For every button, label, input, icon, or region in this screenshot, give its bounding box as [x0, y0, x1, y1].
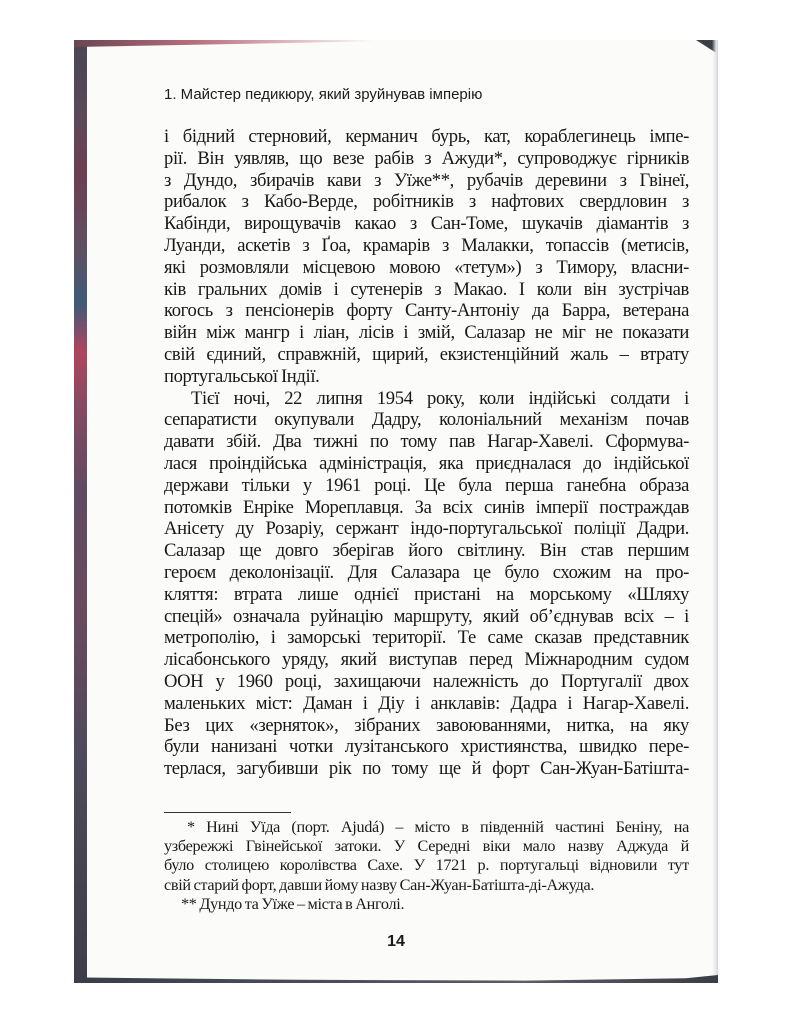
- text-line: Луанди, аскетів з Ґоа, крамарів з Малакки, топассів (метисів,: [164, 234, 689, 256]
- text-line: ООН у 1960 році, захищаючи належність до Португалії двох: [164, 670, 689, 692]
- text-line: Салазар ще довго зберігав його світлину. Він став першим: [164, 540, 689, 562]
- top-edge-shadow: [74, 40, 374, 47]
- footnote-line: узбережжі Гвінейської затоки. У Середні віки мало назву Аджуда й: [164, 837, 689, 856]
- footnote-line: було столицею королівства Сахе. У 1721 р. португальці відновили тут: [164, 856, 689, 875]
- text-line: спецій» означала руйнацію маршруту, який об’єднував всіх – і: [164, 605, 689, 627]
- text-line: були нанизані чотки лузітанського християнства, швидко пере-: [164, 736, 689, 758]
- text-line: які розмовляли місцевою мовою «тетум») з Тимору, власни-: [164, 256, 689, 278]
- text-line: давати збій. Два тижні по тому пав Нагар-Хавелі. Сформува-: [164, 431, 689, 453]
- text-line: маленьких міст: Даман і Діу і анклавів: Дадра і Нагар-Хавелі.: [164, 692, 689, 714]
- text-line: війн між мангр і ліан, лісів і змій, Салазар не міг не показати: [164, 322, 689, 344]
- book-spine-edge: [74, 40, 87, 983]
- scanned-page: [74, 40, 718, 983]
- text-line: рії. Він уявляв, що везе рабів з Ажуди*, супроводжує гірників: [164, 147, 689, 169]
- text-line: держави тільки у 1961 році. Це була перша ганебна образа: [164, 474, 689, 496]
- text-line: і бідний стерновий, керманич бурь, кат, кораблегинець імпе-: [164, 126, 689, 147]
- text-line: свій єдиний, справжній, щирий, екзистенційний жаль – втрату: [164, 343, 689, 365]
- paragraph: [164, 126, 689, 388]
- text-line: лася проіндійська адміністрація, яка приєдналася до індійської: [164, 452, 689, 474]
- text-line: терлася, загубивши рік по тому ще й форт Сан-Жуан-Батішта-: [164, 758, 689, 780]
- text-line: героєм деколонізації. Для Салазара це було схожим на про-: [164, 561, 689, 583]
- running-head: 1. Майстер педикюру, який зруйнував імперію: [164, 86, 483, 103]
- text-line: когось з пенсіонерів форту Санту-Антоніу да Барра, ветерана: [164, 300, 689, 322]
- text-line: Анісету ду Розаріу, сержант індо-португальської поліції Дадри.: [164, 518, 689, 540]
- body-text: [164, 126, 689, 780]
- text-line: ків гральних домів і сутенерів з Макао. І коли він зустрічав: [164, 278, 689, 300]
- text-line: португальської Індії.: [164, 365, 320, 387]
- footnote-line: свій старий форт, давши йому назву Сан-Жуан-Батішта-ді-Ажуда.: [164, 875, 595, 894]
- footnote-line: * Нині Уїда (порт. Ajudá) – місто в південній частині Беніну, на: [187, 818, 689, 836]
- text-line: рибалок з Кабо-Верде, робітників з нафтових свердловин з: [164, 191, 689, 213]
- text-line: кляття: втрата лише однієї пристані на морському «Шляху: [164, 583, 689, 605]
- text-line: Без цих «зерняток», зібраних завоюваннями, нитка, на яку: [164, 714, 689, 736]
- text-line: метрополію, і заморські території. Те саме сказав представник: [164, 627, 689, 649]
- right-page-edge: [712, 40, 718, 983]
- page-number: 14: [387, 933, 405, 950]
- text-line: потомків Енріке Мореплавця. За всіх синів імперії постраждав: [164, 496, 689, 518]
- text-line: Тієї ночі, 22 липня 1954 року, коли індійські солдати і: [191, 387, 689, 409]
- footnote-line: ** Дундо та Уїже – міста в Анголі.: [181, 894, 405, 913]
- text-line: Кабінди, вирощувачів какао з Сан-Томе, шукачів діамантів з: [164, 213, 689, 235]
- text-line: сепаратисти окупували Дадру, колоніальний механізм почав: [164, 409, 689, 431]
- footnote-separator: [164, 812, 291, 813]
- bottom-edge-shadow: [74, 975, 718, 983]
- paragraph: [164, 388, 689, 780]
- text-line: з Дундо, збирачів кави з Уїже**, рубачів деревини з Гвінеї,: [164, 169, 689, 191]
- text-line: лісабонського уряду, який виступав перед Міжнародним судом: [164, 649, 689, 671]
- footnotes: [164, 818, 689, 914]
